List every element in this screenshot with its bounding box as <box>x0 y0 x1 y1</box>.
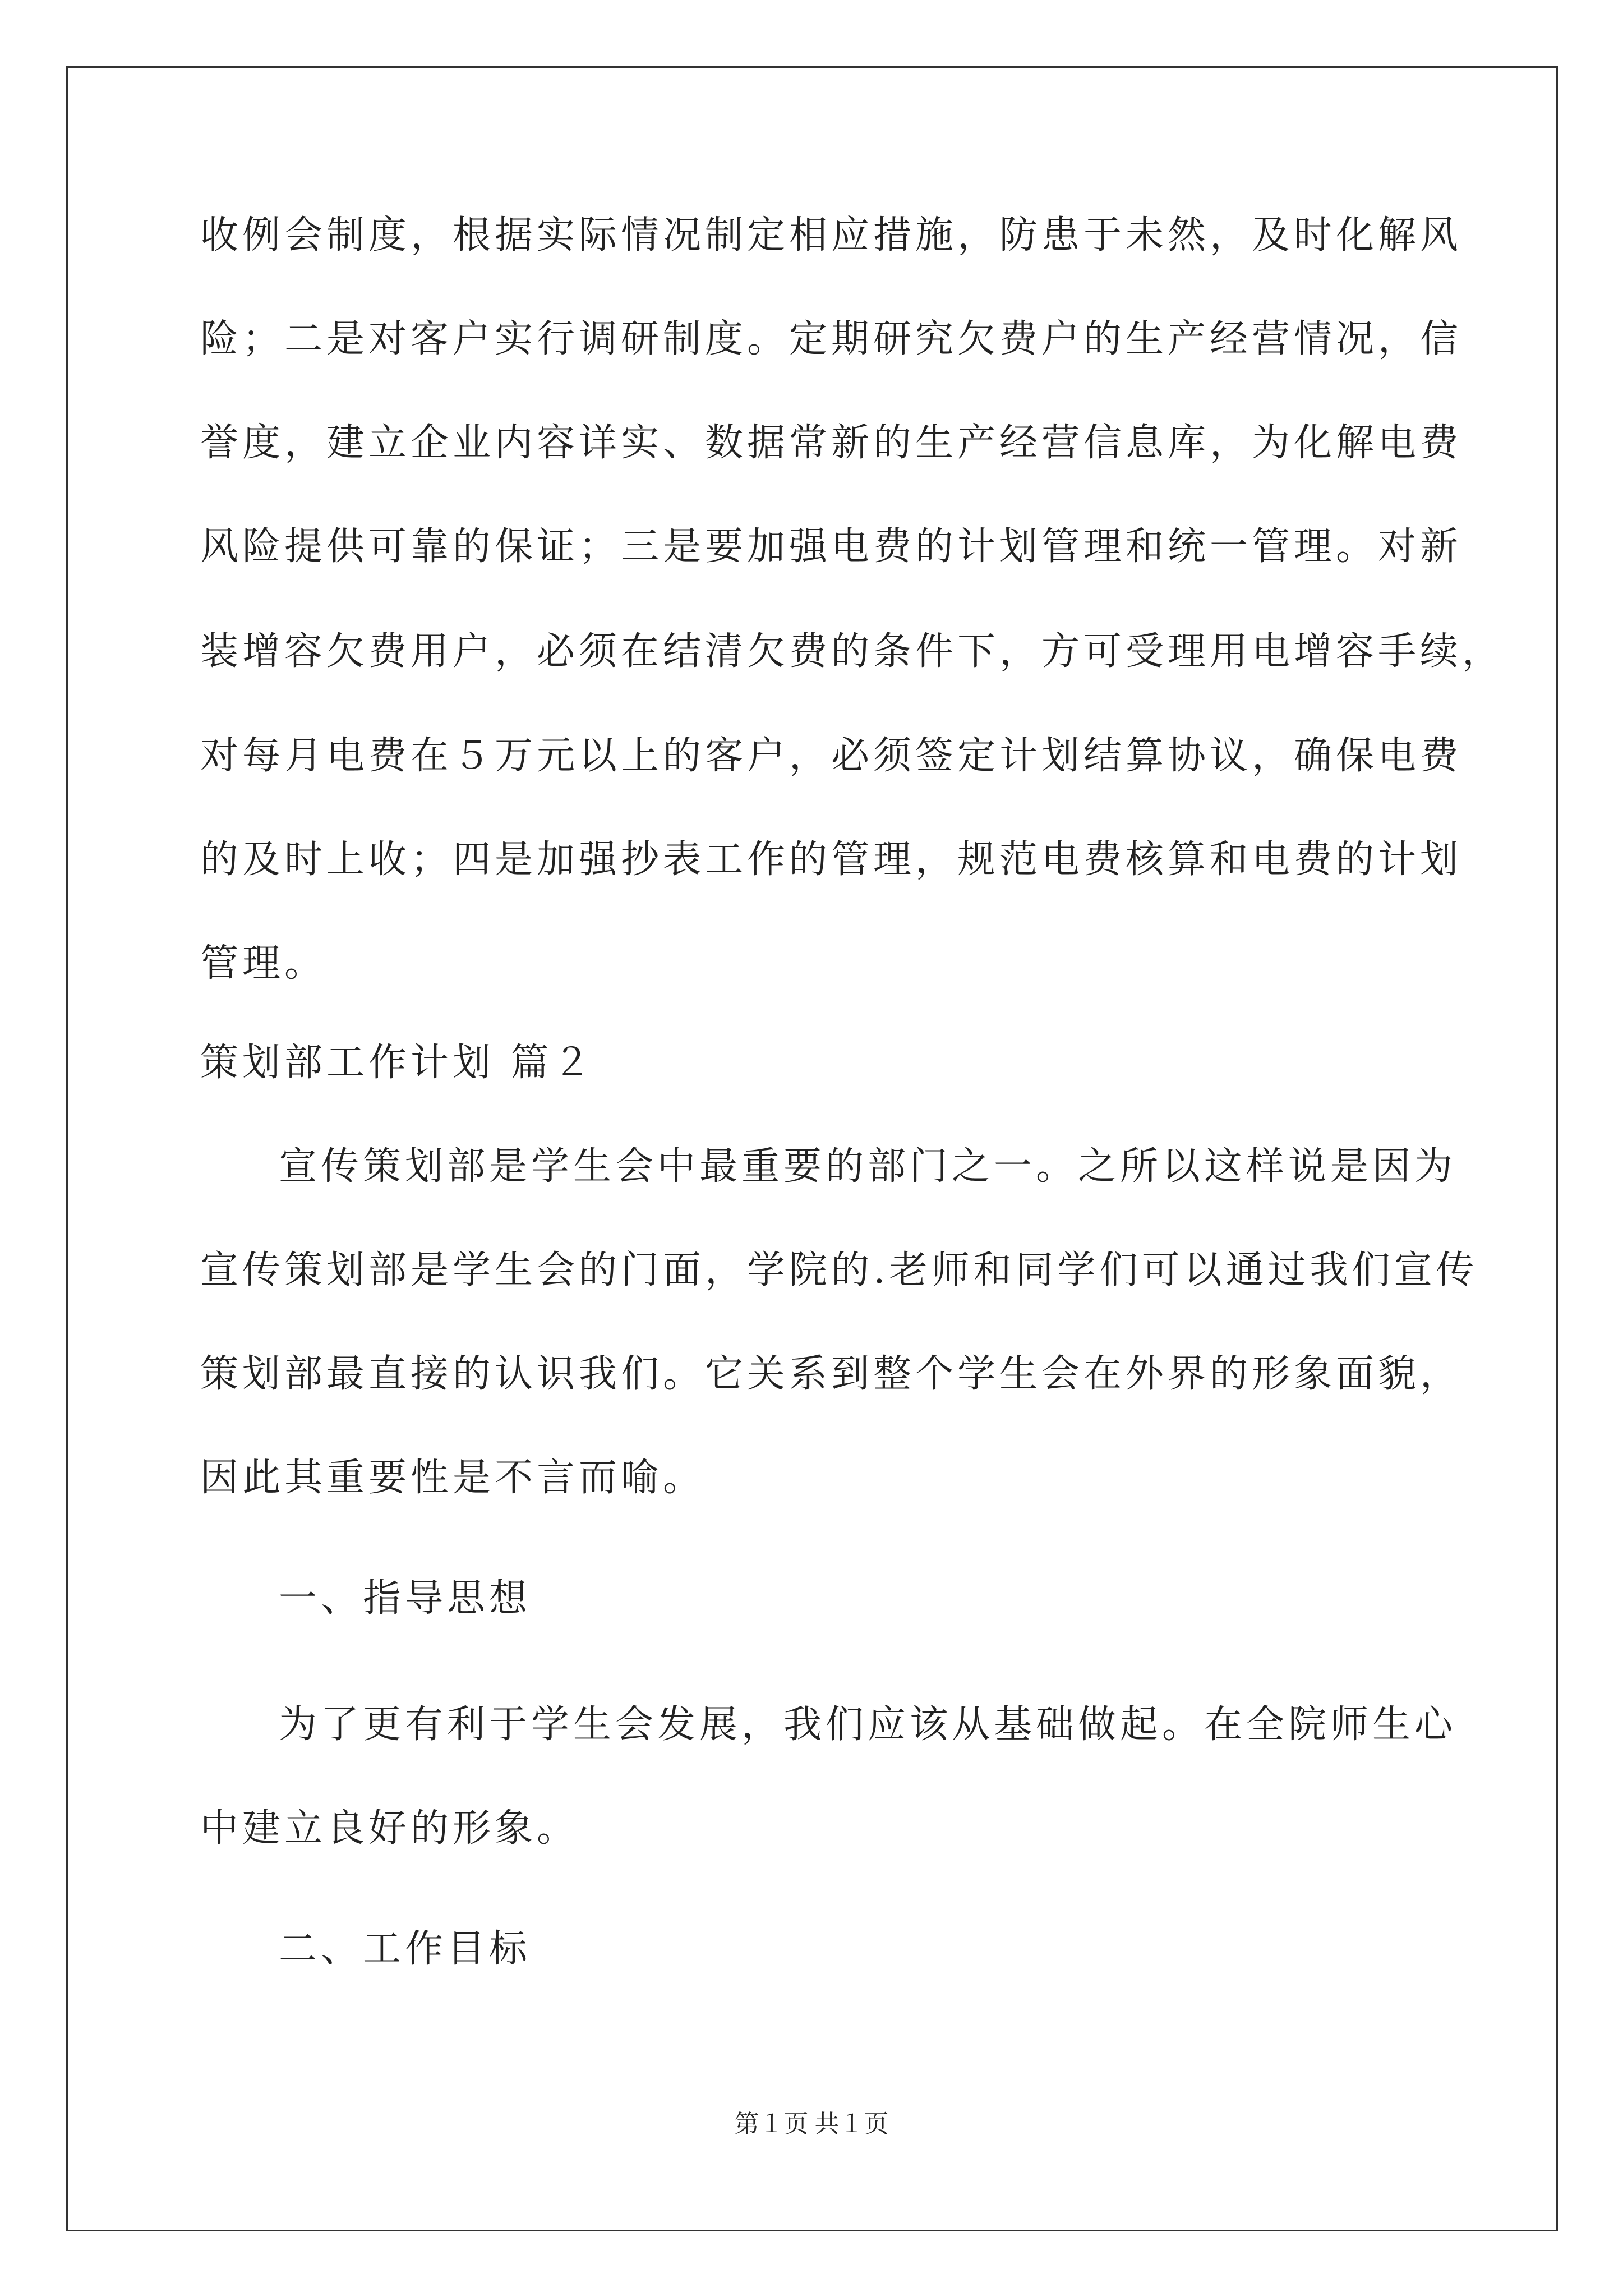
body-line: 管理。 <box>200 941 327 986</box>
paragraph-line: 策划部最直接的认识我们。它关系到整个学生会在外界的形象面貌， <box>200 1352 1463 1396</box>
paragraph-line: 为了更有利于学生会发展，我们应该从基础做起。在全院师生心 <box>279 1703 1457 1747</box>
paragraph-line: 中建立良好的形象。 <box>200 1806 579 1851</box>
body-line: 风险提供可靠的保证；三是要加强电费的计划管理和统一管理。对新 <box>200 524 1463 569</box>
body-line: 收例会制度，根据实际情况制定相应措施，防患于未然，及时化解风 <box>200 213 1463 257</box>
paragraph-line: 宣传策划部是学生会中最重要的部门之一。之所以这样说是因为 <box>279 1144 1457 1189</box>
paragraph-line: 因此其重要性是不言而喻。 <box>200 1456 706 1500</box>
page-footer: 第１页 共１页 <box>734 2110 889 2138</box>
body-line: 对每月电费在５万元以上的客户，必须签定计划结算协议，确保电费 <box>200 734 1463 778</box>
body-line: 的及时上收；四是加强抄表工作的管理，规范电费核算和电费的计划 <box>200 838 1463 882</box>
paragraph-line: 宣传策划部是学生会的门面，学院的.老师和同学们可以通过我们宣传 <box>200 1248 1478 1292</box>
section-title: 策划部工作计划 篇２ <box>200 1041 595 1085</box>
heading-guiding-thought: 一、指导思想 <box>279 1576 532 1621</box>
body-line: 险；二是对客户实行调研制度。定期研究欠费户的生产经营情况，信 <box>200 317 1463 361</box>
heading-work-goals: 二、工作目标 <box>279 1927 532 1971</box>
body-line: 装增容欠费用户，必须在结清欠费的条件下，方可受理用电增容手续， <box>200 629 1505 674</box>
body-line: 誉度，建立企业内容详实、数据常新的生产经营信息库，为化解电费 <box>200 421 1463 465</box>
